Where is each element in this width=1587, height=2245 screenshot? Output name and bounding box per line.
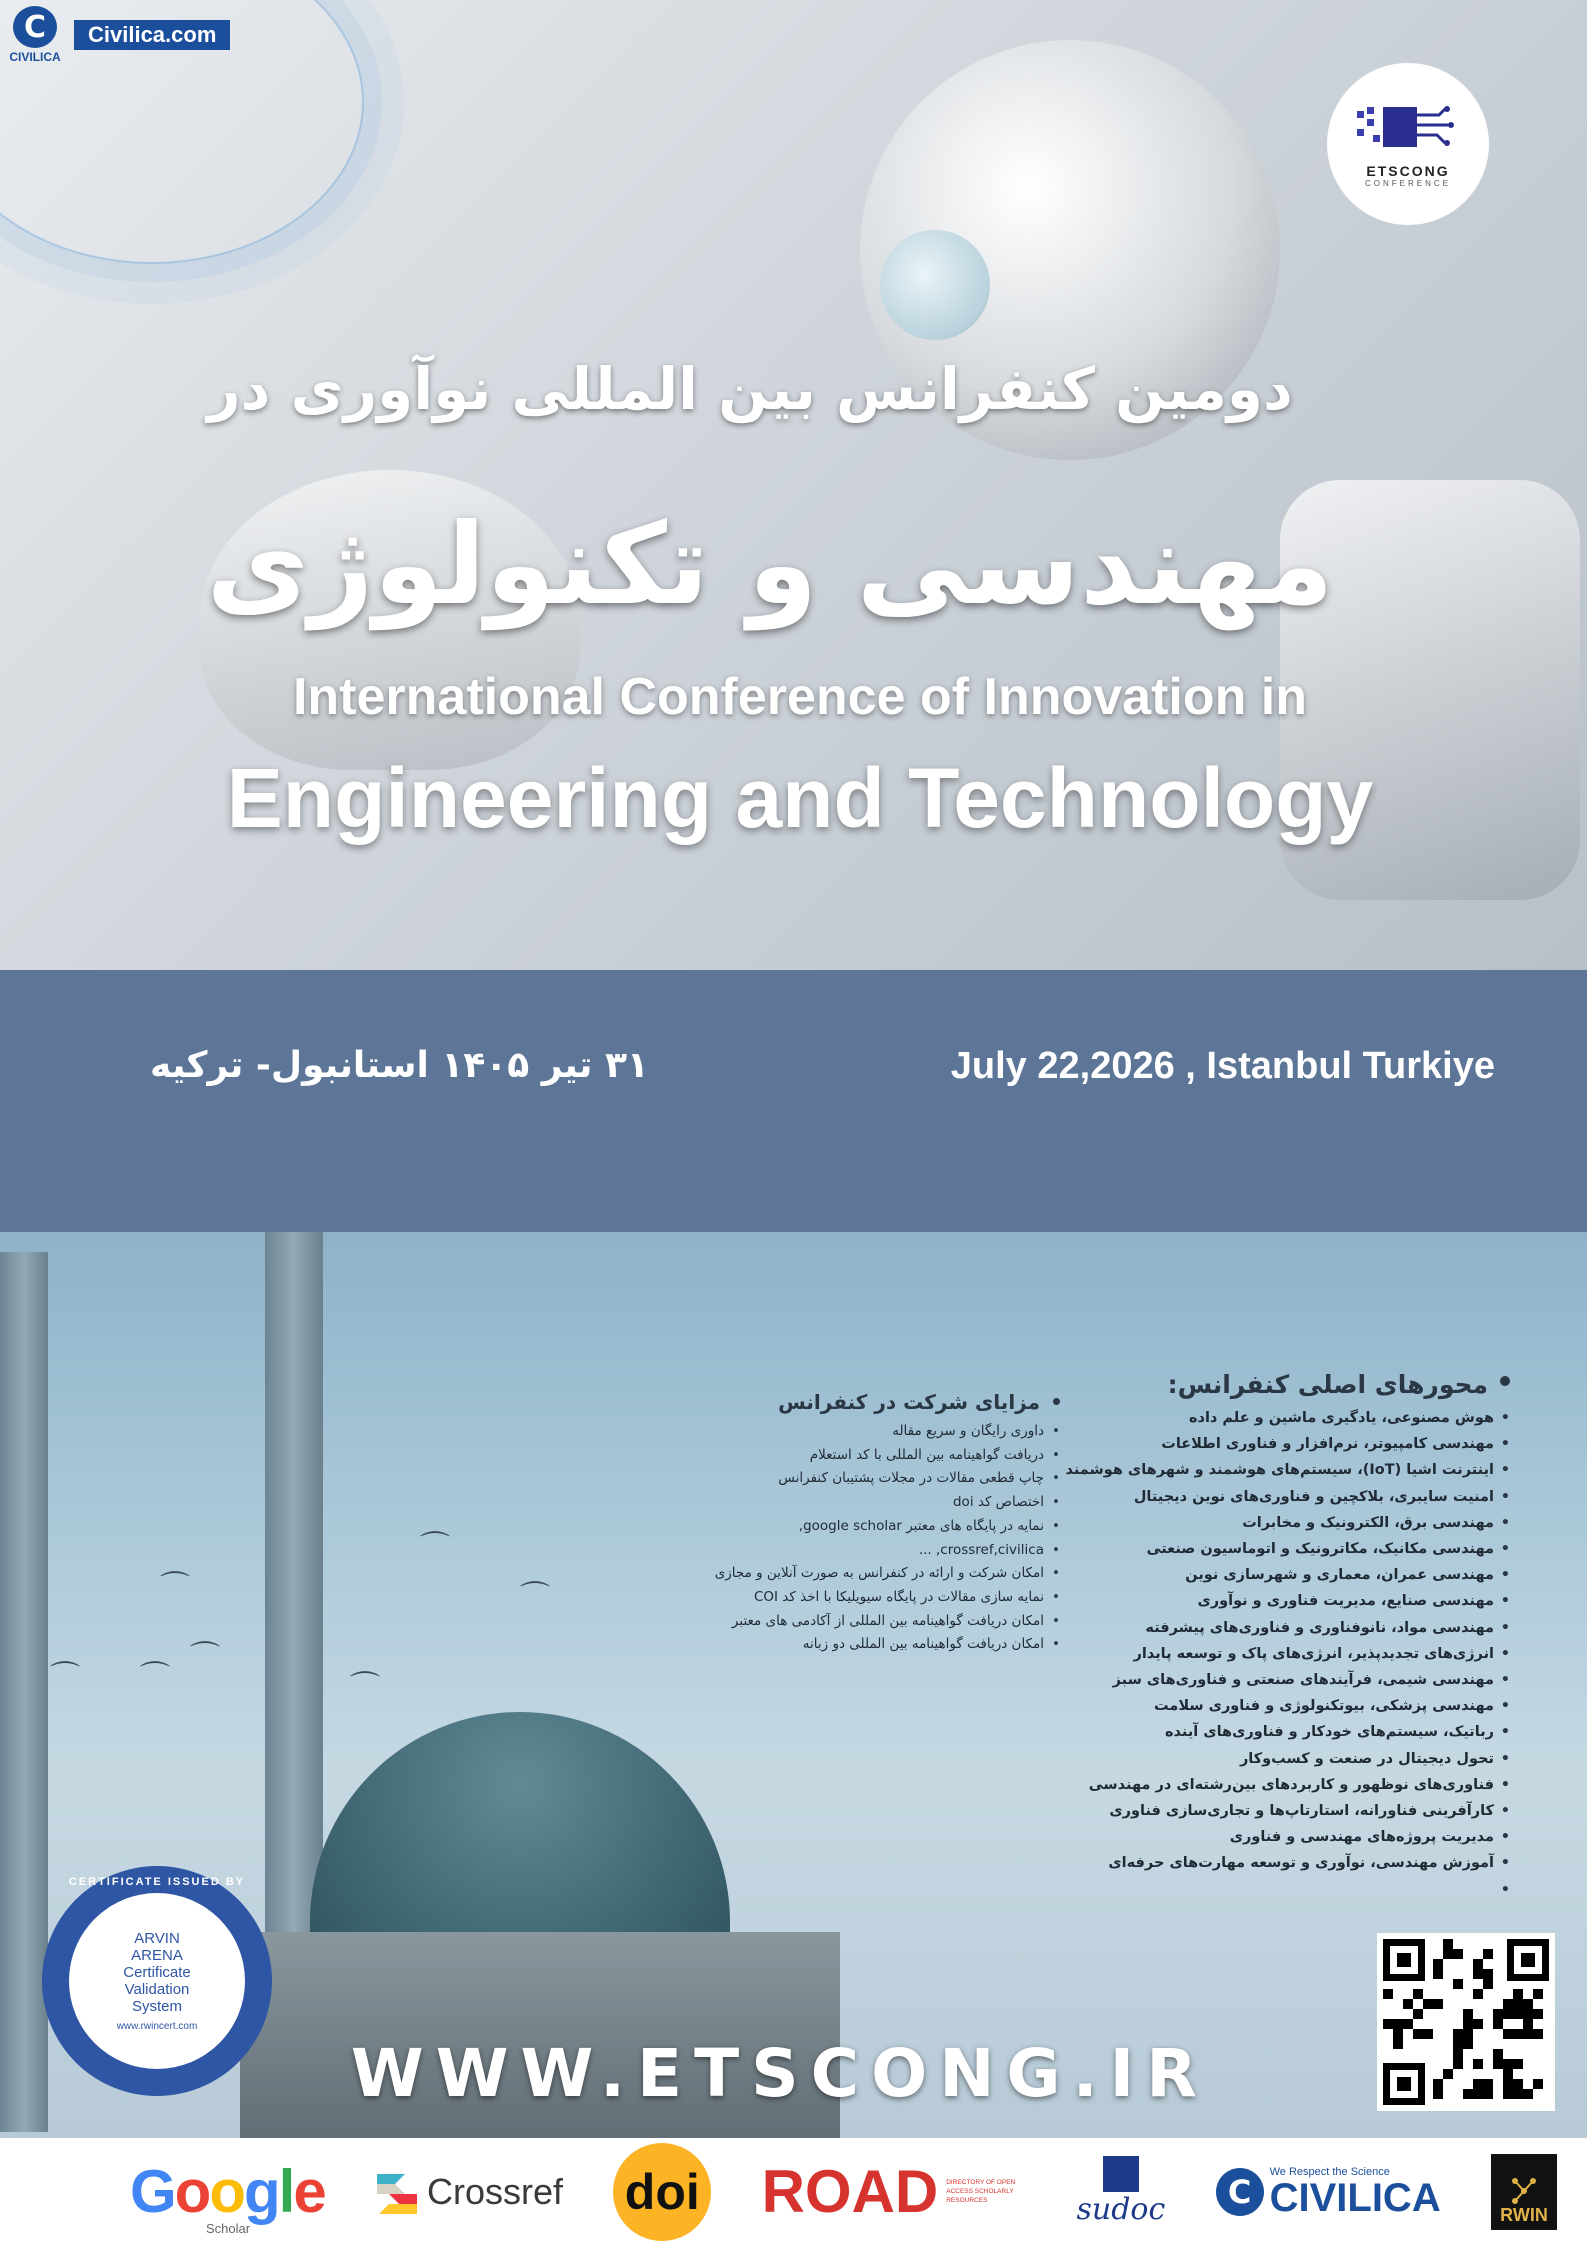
list-item: • کارآفرینی فناورانه، استارتاپ‌ها و تجاری‌سازی فناوری [1090, 1798, 1510, 1824]
qr-module [1453, 1979, 1463, 1989]
qr-module [1453, 2059, 1463, 2069]
benefits-list [660, 1420, 1060, 1657]
qr-module [1493, 2049, 1503, 2059]
sudoc-text: sudoc [1076, 2192, 1166, 2227]
qr-module [1453, 1949, 1463, 1959]
title-en-line2: Engineering and Technology [226, 751, 1374, 845]
certificate-line: Validation [124, 1981, 190, 1998]
qr-module [1513, 2029, 1523, 2039]
civilica-c-icon: C [13, 6, 57, 48]
qr-module [1483, 1969, 1493, 1979]
list-item: • نمایه سازی مقالات در پایگاه سیویلیکا با اخذ کد COI [660, 1586, 1060, 1610]
qr-module [1453, 2039, 1463, 2049]
list-item: • مهندسی برق، الکترونیک و مخابرات [1090, 1510, 1510, 1536]
civilica-footer-logo[interactable] [1216, 2166, 1441, 2218]
qr-module [1483, 1949, 1493, 1959]
road-sub: DIRECTORY OF OPEN ACCESS SCHOLARLY RESOURCES [946, 2179, 1016, 2204]
certificate-inner [69, 1893, 245, 2069]
bird-icon: ⌒ [50, 1660, 80, 1695]
qr-module [1463, 2039, 1473, 2049]
qr-module [1483, 2079, 1493, 2089]
civilica-header-logo[interactable] [6, 6, 230, 64]
title-fa-line2: مهندسی و تکنولوژی [206, 500, 1334, 630]
qr-module [1433, 2079, 1443, 2089]
civilica-name: CIVILICA [1269, 2175, 1441, 2220]
bird-icon: ⌒ [160, 1570, 190, 1605]
crossref-icon [375, 2170, 419, 2214]
qr-module [1473, 1969, 1483, 1979]
qr-module [1513, 2079, 1523, 2089]
qr-module [1413, 2009, 1423, 2019]
qr-module [1503, 2029, 1513, 2039]
title-fa-line1: دومین کنفرانس بین المللی نوآوری در [207, 355, 1293, 423]
rwin-text: RWIN [1500, 2204, 1548, 2225]
qr-module [1523, 2089, 1533, 2099]
qr-module [1503, 2089, 1513, 2099]
civilica-tagline: We Respect the Science [1269, 2165, 1390, 2178]
doi-logo[interactable]: doi [613, 2143, 711, 2241]
title-en-line1: International Conference of Innovation in [292, 668, 1308, 726]
sudoc-icon [1103, 2156, 1139, 2192]
qr-module [1463, 2009, 1473, 2019]
list-item: • فناوری‌های نوظهور و کاربردهای بین‌رشته‌ای در مهندسی [1090, 1772, 1510, 1798]
topics-list [1065, 1405, 1510, 1877]
google-letter: o [209, 2158, 244, 2225]
qr-module [1443, 1949, 1453, 1959]
topics-panel [1065, 1370, 1510, 1877]
qr-module [1473, 2089, 1483, 2099]
qr-module [1513, 1999, 1523, 2009]
qr-finder [1383, 1939, 1425, 1981]
qr-module [1443, 2069, 1453, 2079]
qr-module [1433, 1969, 1443, 1979]
qr-finder [1383, 2063, 1425, 2105]
list-item: • انرژی‌های تجدیدپذیر، انرژی‌های پاک و توسعه پایدار [1090, 1641, 1510, 1667]
qr-module [1503, 2009, 1513, 2019]
benefits-panel [660, 1390, 1060, 1657]
qr-module [1523, 2019, 1533, 2029]
list-item: • امکان شرکت و ارائه در کنفرانس به صورت آنلاین و مجازی [660, 1562, 1060, 1586]
civilica-logo [6, 6, 64, 64]
list-item: • مهندسی کامپیوتر، نرم‌افزار و فناوری اطلاعات [1090, 1431, 1510, 1457]
etscong-logo [1327, 63, 1489, 225]
benefits-title: مزایای شرکت در کنفرانس [778, 1390, 1040, 1414]
mosque-dome [310, 1712, 730, 1952]
list-item: • هوش مصنوعی، یادگیری ماشین و علم داده [1090, 1405, 1510, 1431]
benefits-bullet-icon [1053, 1398, 1060, 1405]
certificate-line: ARVIN [134, 1930, 180, 1947]
qr-module [1423, 2029, 1433, 2039]
qr-module [1413, 2029, 1423, 2039]
qr-module [1473, 2079, 1483, 2089]
qr-module [1393, 2039, 1403, 2049]
qr-module [1463, 2019, 1473, 2029]
qr-module [1513, 2089, 1523, 2099]
qr-module [1383, 1989, 1393, 1999]
robot-visor-image [880, 230, 990, 340]
google-scholar-sub: Scholar [206, 2221, 251, 2236]
qr-module [1533, 2079, 1543, 2089]
qr-module [1513, 1989, 1523, 1999]
list-item: • مهندسی صنایع، مدیریت فناوری و نوآوری [1090, 1588, 1510, 1614]
crossref-text: Crossref [426, 2170, 563, 2212]
qr-module [1523, 2029, 1533, 2039]
etscong-pixel-icon [1353, 101, 1463, 157]
list-item: • چاپ قطعی مقالات در مجلات پشتیبان کنفرانس [660, 1467, 1060, 1491]
qr-module [1493, 2019, 1503, 2029]
qr-module [1433, 1959, 1443, 1969]
qr-module [1493, 2059, 1503, 2069]
google-letter: o [174, 2158, 210, 2225]
list-item: • داوری رایگان و سریع مقاله [660, 1420, 1060, 1444]
qr-module [1513, 2009, 1523, 2019]
certificate-line: ARENA [131, 1947, 183, 1964]
rwin-mark-icon [1509, 2175, 1539, 2205]
google-scholar-logo[interactable] [130, 2157, 325, 2236]
list-item: • مهندسی مکانیک، مکاترونیک و اتوماسیون صنعتی [1090, 1536, 1510, 1562]
qr-grid [1383, 1939, 1549, 2105]
qr-module [1453, 2029, 1463, 2039]
qr-module [1533, 2009, 1543, 2019]
qr-module [1503, 2079, 1513, 2089]
qr-module [1513, 2059, 1523, 2069]
certificate-line: Certificate [123, 1964, 191, 1981]
qr-module [1383, 2019, 1393, 2029]
date-fa: ۳۱ تیر ۱۴۰۵ استانبول- ترکیه [150, 1045, 649, 1086]
certificate-ring-text: CERTIFICATE ISSUED BY [68, 1876, 246, 1888]
qr-module [1523, 2009, 1533, 2019]
qr-module [1523, 1999, 1533, 2009]
qr-module [1463, 2089, 1473, 2099]
rwin-logo[interactable] [1491, 2154, 1557, 2230]
hero-section [0, 0, 1587, 970]
qr-module [1533, 1989, 1543, 1999]
qr-module [1503, 1999, 1513, 2009]
qr-code[interactable] [1377, 1933, 1555, 2111]
civilica-c-icon: C [1216, 2168, 1264, 2216]
qr-module [1433, 2089, 1443, 2099]
date-en: July 22,2026 , Istanbul Turkiye [950, 1045, 1495, 1087]
qr-module [1393, 2019, 1403, 2029]
list-item: • مهندسی پزشکی، بیوتکنولوژی و فناوری سلامت [1090, 1693, 1510, 1719]
list-item: • نمایه در پایگاه های معتبر google scholar, [660, 1515, 1060, 1539]
road-logo[interactable] [762, 2157, 1027, 2226]
list-item: • امکان دریافت گواهینامه بین المللی از آکادمی های معتبر [660, 1610, 1060, 1634]
bird-icon: ⌒ [190, 1640, 220, 1675]
minaret-left [0, 1252, 48, 2132]
bird-icon: ⌒ [140, 1660, 170, 1695]
qr-module [1453, 2049, 1463, 2059]
certificate-seal [42, 1866, 272, 2096]
footer-logos [0, 2138, 1587, 2245]
google-letter: l [278, 2158, 294, 2225]
qr-finder [1507, 1939, 1549, 1981]
topics-title: محورهای اصلی کنفرانس: [1167, 1370, 1488, 1399]
qr-module [1403, 2019, 1413, 2029]
qr-module [1533, 2029, 1543, 2039]
civilica-logo-text: CIVILICA [9, 50, 61, 64]
list-item: • مهندسی عمران، معماری و شهرسازی نوین [1090, 1562, 1510, 1588]
list-item: • اختصاص کد doi [660, 1491, 1060, 1515]
qr-module [1433, 1999, 1443, 2009]
list-item: • آموزش مهندسی، نوآوری و توسعه مهارت‌های حرفه‌ای [1090, 1850, 1510, 1876]
list-item: • مدیریت پروژه‌های مهندسی و فناوری [1090, 1824, 1510, 1850]
bird-icon: ⌒ [520, 1580, 550, 1615]
list-item: • مهندسی مواد، نانوفناوری و فناوری‌های پیشرفته [1090, 1615, 1510, 1641]
qr-module [1463, 2029, 1473, 2039]
qr-module [1393, 2029, 1403, 2039]
road-text: ROAD [761, 2158, 939, 2225]
qr-module [1423, 1999, 1433, 2009]
google-letter: g [243, 2158, 279, 2225]
website-url[interactable]: WWW.ETSCONG.IR [350, 2035, 1210, 2112]
bird-icon: ⌒ [420, 1530, 450, 1565]
topics-bullet-icon [1500, 1376, 1510, 1386]
qr-module [1503, 2059, 1513, 2069]
list-item: • مهندسی شیمی، فرآیندهای صنعتی و فناوری‌های سبز [1090, 1667, 1510, 1693]
list-item: • دریافت گواهینامه بین المللی با کد استعلام [660, 1444, 1060, 1468]
bird-icon: ⌒ [350, 1670, 380, 1705]
qr-module [1473, 1989, 1483, 1999]
google-letter: e [293, 2158, 325, 2225]
qr-module [1493, 2009, 1503, 2019]
civilica-site-link[interactable]: Civilica.com [74, 20, 230, 50]
qr-module [1473, 2019, 1483, 2029]
list-item: • امنیت سایبری، بلاکچین و فناوری‌های نوین دیجیتال [1090, 1484, 1510, 1510]
qr-module [1473, 1959, 1483, 1969]
qr-module [1403, 1999, 1413, 2009]
certificate-line: System [131, 1998, 182, 2015]
list-item: • امکان دریافت گواهینامه بین المللی دو زبانه [660, 1633, 1060, 1657]
etscong-name: ETSCONG [1366, 162, 1450, 179]
qr-module [1473, 2059, 1483, 2069]
certificate-url[interactable]: www.rwincert.com [116, 2021, 198, 2032]
sudoc-logo[interactable] [1077, 2156, 1166, 2227]
crossref-logo[interactable] [375, 2170, 563, 2214]
list-item: • رباتیک، سیستم‌های خودکار و فناوری‌های آینده [1090, 1719, 1510, 1745]
list-item: • تحول دیجیتال در صنعت و کسب‌وکار [1090, 1746, 1510, 1772]
google-letter: G [130, 2158, 175, 2225]
qr-module [1483, 1979, 1493, 1989]
qr-module [1443, 1939, 1453, 1949]
qr-module [1413, 1989, 1423, 1999]
list-item: • اینترنت اشیا (IoT)، سیستم‌های هوشمند و شهرهای هوشمند [1090, 1457, 1510, 1483]
qr-module [1483, 2089, 1493, 2099]
list-item: • crossref,civilica, ... [660, 1539, 1060, 1563]
qr-module [1503, 2069, 1513, 2079]
etscong-sub: CONFERENCE [1364, 178, 1451, 188]
